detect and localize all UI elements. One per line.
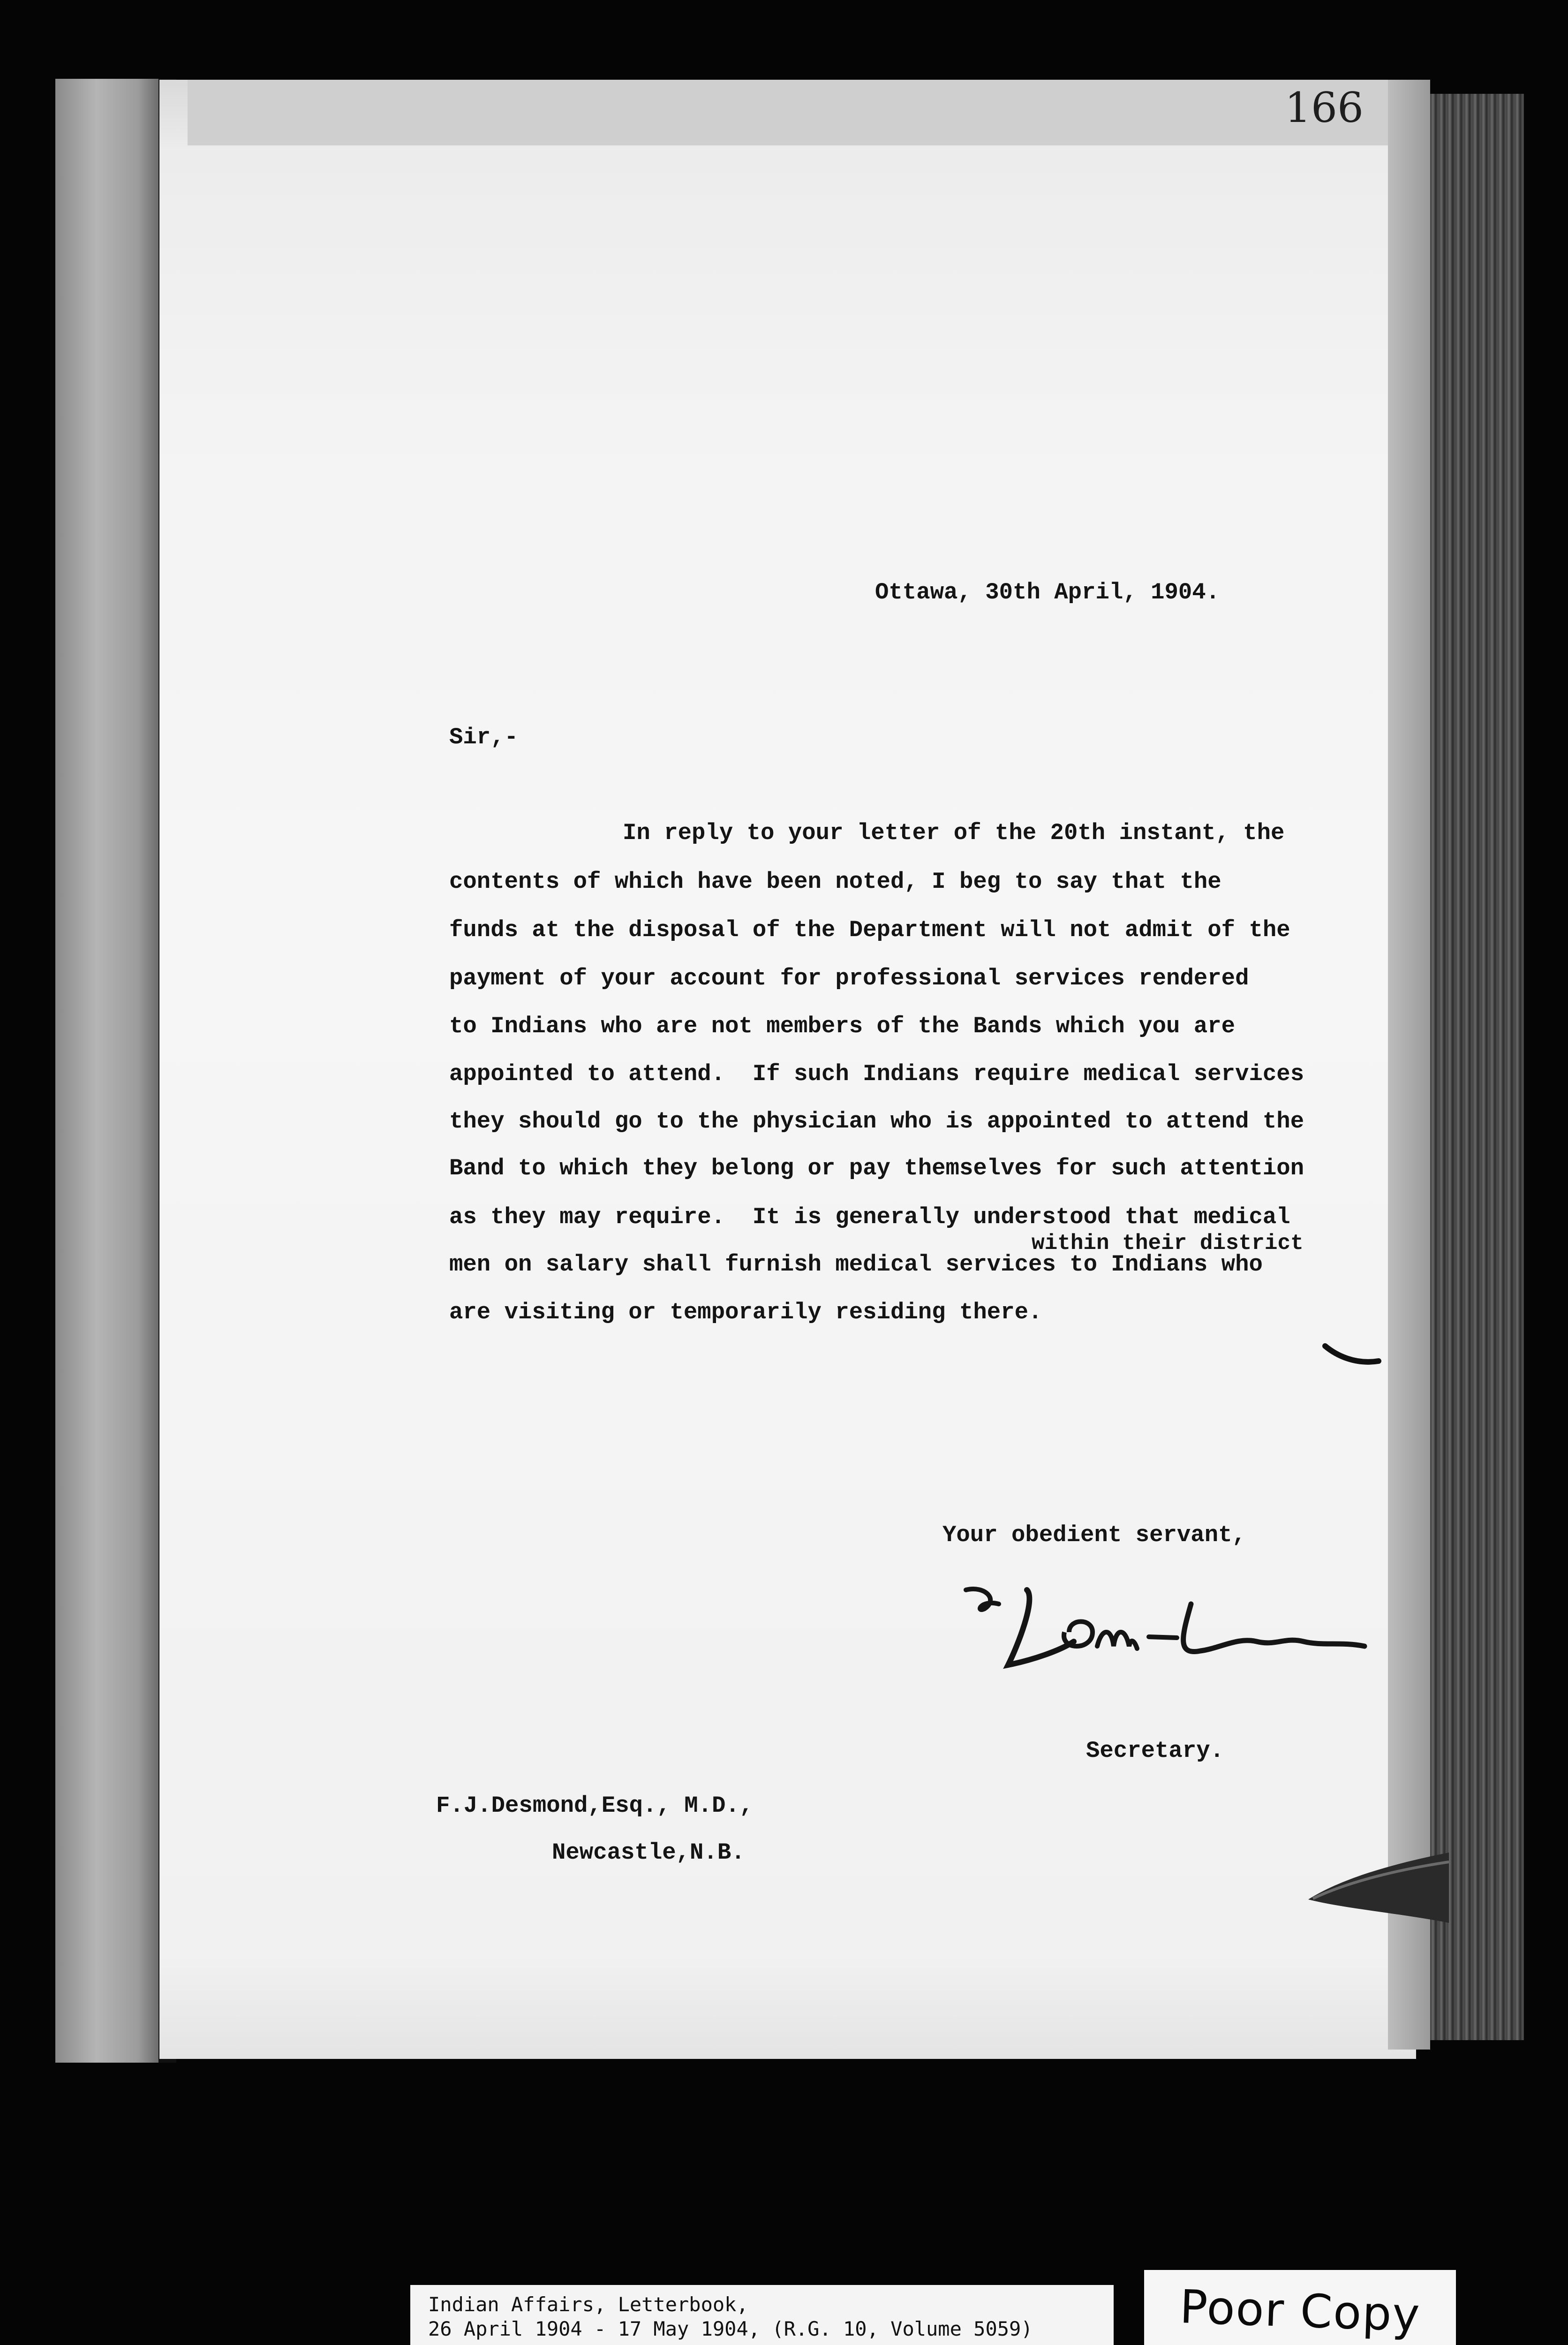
caption-line-2: 26 April 1904 - 17 May 1904, (R.G. 10, Volume 5059): [428, 2317, 1033, 2340]
inserted-text: within their district: [1032, 1231, 1304, 1256]
signatory-title: Secretary.: [1086, 1738, 1224, 1764]
page-right-band: [1388, 80, 1430, 2050]
body-line: are visiting or temporarily residing there.: [449, 1299, 1042, 1325]
body-line: men on salary shall furnish medical services to Indians who: [449, 1251, 1263, 1278]
body-line: as they may require. It is generally understood that medical: [449, 1204, 1290, 1230]
caption-line-1: Indian Affairs, Letterbook,: [428, 2293, 748, 2316]
letter-date: Ottawa, 30th April, 1904.: [875, 579, 1220, 605]
letter-salutation: Sir,-: [449, 724, 519, 750]
page-clip: [1308, 1843, 1449, 1928]
body-line: payment of your account for professional services rendered: [449, 965, 1249, 991]
addressee-name: F.J.Desmond,Esq., M.D.,: [436, 1793, 754, 1819]
body-line: they should go to the physician who is appointed to attend the: [449, 1108, 1304, 1135]
microfilm-caption: [410, 2285, 1114, 2345]
signature: [957, 1571, 1379, 1693]
body-line: contents of which have been noted, I beg to say that the: [449, 869, 1221, 895]
body-line: funds at the disposal of the Department will not admit of the: [449, 917, 1290, 943]
letter-closing: Your obedient servant,: [942, 1522, 1246, 1548]
quality-note-card: [1144, 2270, 1456, 2345]
page-number: 166: [1285, 83, 1364, 132]
pen-mark: [1322, 1341, 1383, 1369]
addressee-location: Newcastle,N.B.: [552, 1839, 745, 1866]
body-line: to Indians who are not members of the Bands which you are: [449, 1013, 1236, 1039]
page-edge-stack: [1430, 94, 1524, 2040]
binding-tab: [55, 79, 158, 2063]
quality-note: Poor Copy: [1178, 2280, 1422, 2342]
body-line: In reply to your letter of the 20th instant, the: [623, 820, 1285, 846]
body-line: appointed to attend. If such Indians require medical services: [449, 1061, 1304, 1087]
page-top-shade: [188, 80, 1416, 145]
body-line: Band to which they belong or pay themselves for such attention: [449, 1155, 1304, 1181]
